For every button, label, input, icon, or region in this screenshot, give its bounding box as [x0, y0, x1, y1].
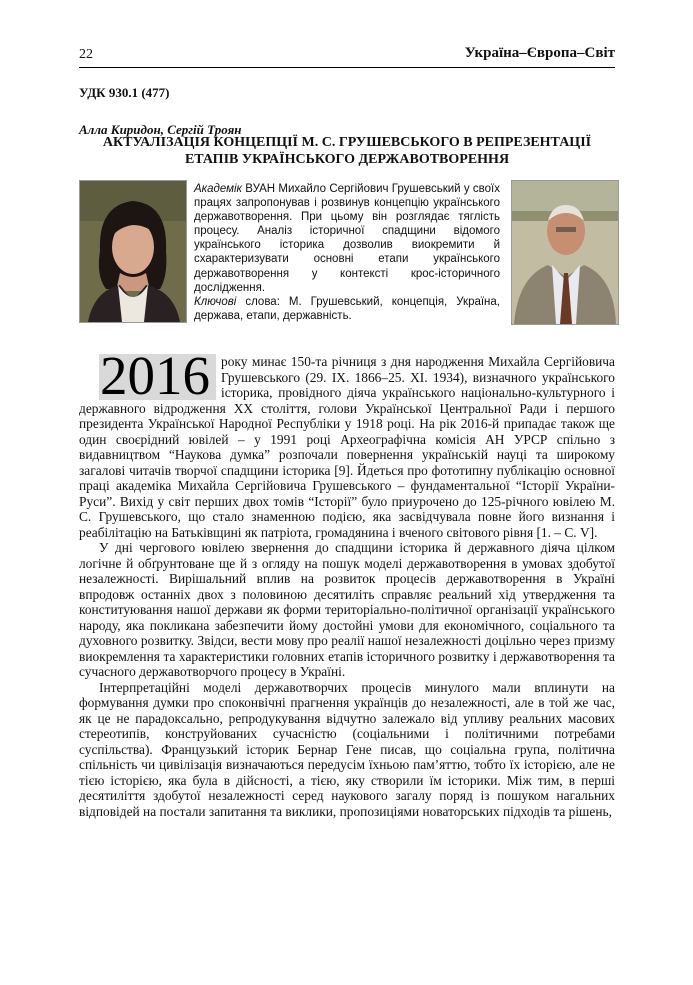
body-paragraph	[79, 354, 615, 540]
abstract-lead-word: Академік	[194, 183, 242, 195]
author-photo-woman	[79, 180, 187, 323]
body-paragraph: Інтерпретаційні моделі державотворчих процесів минулого мали вплинути на формування думки про споконвічні прагнення українців до незалежності, але в той же час, як це не парадоксально, репродукування відчутно залежало від упливу реальних масових стереотипів, конструйованих сучасністю (соціальними і політичними потребами суспільства). Французький історик Бернар Гене писав, що соціальна група, політична спільність чи цивілізація визначаються передусім їхньою пам’яттю, тобто їх історією, але не тією історією, яка була в дійсності, а тією, яку створили їм історики. Між тим, в перші десятиліття здобутої незалежності серед наукового загалу поряд із пошуком нагальних відповідей на постали запитання та виклики, пропозиціями новаторських підходів та рішень,	[79, 679, 615, 819]
journal-title: Україна–Європа–Світ	[464, 45, 615, 61]
abstract	[194, 182, 500, 323]
keywords: слова: М. Грушевський, концепція, Україна, держава, етапи, державність.	[194, 295, 500, 322]
author-photo-man	[511, 180, 619, 325]
keywords-label: Ключові	[194, 295, 237, 308]
body-paragraph: У дні чергового ювілею звернення до спадщини історика й державного діяча цілком логічне й обґрунтоване ще й з огляду на пошук моделі державотворення в умовах здобутої незалежності. Вирішальний вплив на розвиток процесів державотворення в Україні впродовж останніх двох з половиною десятиліть справляє реальний хід утвердження та конституювання нашої держави як форми територіально-політичної організації українського народу, яка покликана забезпечити йому достойні умови для економічного, соціального та духовного розвитку. Звідси, вести мову про реалії нашої незалежності доцільно через призму виокремлення та характеристики головних етапів історичного розвитку і державотворення та сучасного державотворчого процесу в Україні.	[79, 540, 615, 679]
article-body	[79, 354, 615, 819]
header-rule	[79, 67, 615, 68]
abstract-text: ВУАН Михайло Сергійович Грушевський у своїх працях запропонував і розвинув концепцію українського державотворення. При цьому він розглядає тяглість процесу. Аналіз історичної спадщини відомого українського історика дозволив виокремити й схарактеризувати основні етапи українського державотворення у контексті крос-історичного дослідження.	[194, 183, 500, 294]
authors: Алла Киридон, Сергій Троян	[79, 122, 242, 137]
article-title: АКТУАЛІЗАЦІЯ КОНЦЕПЦІЇ М. С. ГРУШЕВСЬКОГО В РЕПРЕЗЕНТАЦІЇ ЕТАПІВ УКРАЇНСЬКОГО ДЕРЖАВОТВОРЕННЯ	[102, 135, 592, 167]
udk-code: УДК 930.1 (477)	[79, 85, 170, 100]
drop-cap-spacer	[79, 354, 219, 400]
drop-cap-text: 2016	[100, 345, 210, 406]
page-number: 22	[79, 47, 93, 62]
body-paragraph-text: року минає 150-та річниця з дня народження Михайла Сергійовича Грушевського (29. ІХ. 1866–25. ХІ. 1934), визначного українського історика, провідного діяча українського національно-культурного і державного відродження ХХ століття, голови Української Центральної Ради і першого президента Української Народної Республіки у 1918 році. На рік 2016-й припадає також ще один своєрідний ювілей – у 1991 році Археографічна комісія АН УРСР спільно з видавництвом “Наукова думка” розпочали повернення українській науці та широкому загалові читачів творчої спадщини історика [9]. Йдеться про фототипну публікацію основної праці академіка Михайла Сергійовича Грушевського – фундаментальної “Історії України-Руси”. Вихід у світ перших двох томів “Історії” було приурочено до 125-річного ювілею М. С. Грушевського, що стало знаменною подією, яка засвідчувала повне його визнання і реабілітацію на Батьківщині як патріота, громадянина і вченого світового рівня [1. – С. V].	[79, 354, 615, 540]
